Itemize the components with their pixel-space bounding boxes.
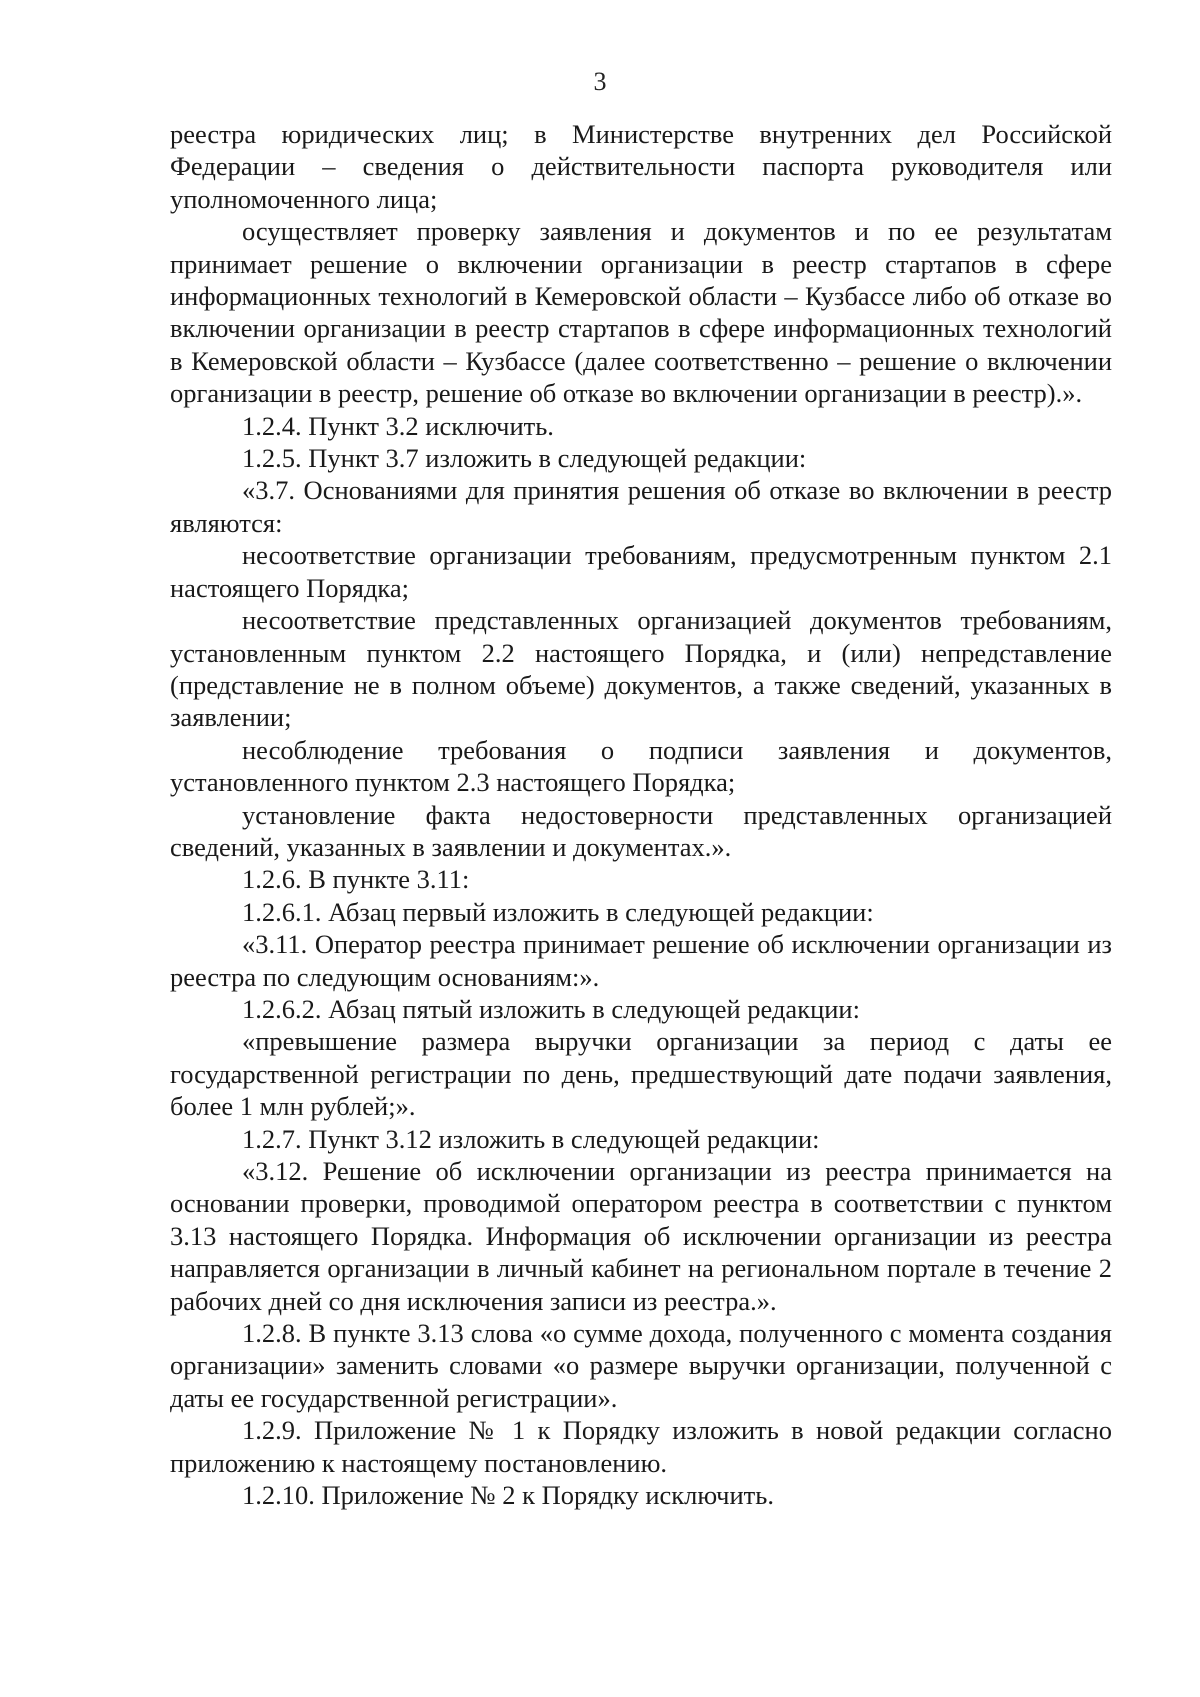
paragraph: реестра юридических лиц; в Министерстве внутренних дел Российской Федерации – сведения о действительности паспорта руководителя или уполномоченного лица; bbox=[170, 119, 1112, 214]
paragraph: 1.2.9. Приложение № 1 к Порядку изложить в новой редакции согласно приложению к настоящему постановлению. bbox=[170, 1415, 1112, 1478]
paragraph: 1.2.7. Пункт 3.12 изложить в следующей редакции: bbox=[242, 1123, 820, 1154]
paragraph: 1.2.4. Пункт 3.2 исключить. bbox=[242, 410, 554, 441]
paragraph: «3.7. Основаниями для принятия решения об отказе во включении в реестр являются: bbox=[170, 475, 1112, 538]
paragraph: 1.2.6. В пункте 3.11: bbox=[242, 864, 470, 895]
paragraph: 1.2.8. В пункте 3.13 слова «о сумме дохода, полученного с момента создания организации» заменить словами «о размере выручки организации, полученной с даты ее государственной регистрации». bbox=[170, 1318, 1112, 1413]
paragraph: «превышение размера выручки организации за период с даты ее государственной регистрации по день, предшествующий дате подачи заявления, более 1 млн рублей;». bbox=[170, 1026, 1112, 1122]
paragraph: 1.2.6.1. Абзац первый изложить в следующей редакции: bbox=[242, 896, 874, 927]
paragraph: несоответствие организации требованиям, предусмотренным пунктом 2.1 настоящего Порядка; bbox=[170, 540, 1112, 603]
paragraph: 1.2.5. Пункт 3.7 изложить в следующей редакции: bbox=[242, 443, 807, 474]
paragraph: установление факта недостоверности представленных организацией сведений, указанных в заявлении и документах.». bbox=[170, 799, 1112, 862]
document-body bbox=[170, 118, 1112, 1511]
paragraph: осуществляет проверку заявления и документов и по ее результатам принимает решение о включении организации в реестр стартапов в сфере информационных технологий в Кемеровской области – Кузбассе либо об отказе во включении организации в реестр стартапов в сфере информационных технологий в Кемеровской области – Кузбассе (далее соответственно – решение о включении организации в реестр, решение об отказе во включении организации в реестр).». bbox=[170, 216, 1112, 409]
paragraph: 1.2.6.2. Абзац пятый изложить в следующей редакции: bbox=[242, 993, 860, 1024]
paragraph: несоответствие представленных организацией документов требованиям, установленным пунктом 2.2 настоящего Порядка, и (или) непредставление (представление не в полном объеме) документов, а также сведений, указанных в заявлении; bbox=[170, 605, 1112, 733]
paragraph: несоблюдение требования о подписи заявления и документов, установленного пунктом 2.3 настоящего Порядка; bbox=[170, 734, 1112, 798]
paragraph: «3.12. Решение об исключении организации из реестра принимается на основании проверки, проводимой оператором реестра в соответствии с пунктом 3.13 настоящего Порядка. Информация об исключении организации из реестра направляется организации в личный кабинет на региональном портале в течение 2 рабочих дней со дня исключения записи из реестра.». bbox=[170, 1156, 1112, 1316]
paragraph: 1.2.10. Приложение № 2 к Порядку исключить. bbox=[242, 1480, 774, 1511]
paragraph: «3.11. Оператор реестра принимает решение об исключении организации из реестра по следующим основаниям:». bbox=[170, 929, 1112, 992]
page-number: 3 bbox=[593, 67, 607, 96]
